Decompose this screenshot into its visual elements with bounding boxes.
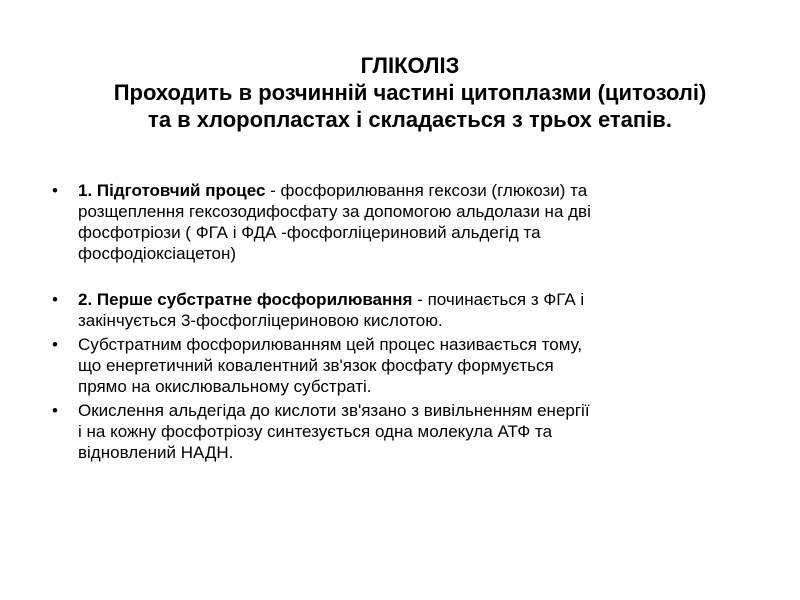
bullet-line: фосфотріози ( ФГА і ФДА -фосфогліцериновий альдегід та — [78, 223, 541, 242]
bullet-marker: • — [52, 181, 58, 200]
bullet-line: Окислення альдегіда до кислоти зв'язано з вивільненням енергії — [78, 401, 590, 420]
bullet-item-preparatory — [44, 180, 774, 264]
bullet-line: і на кожну фосфотріозу синтезується одна молекула АТФ та — [78, 422, 553, 441]
bullet-marker: • — [52, 401, 58, 420]
title-line-3: та в хлоропластах і складається з трьох етапів. — [148, 107, 672, 132]
bullet-item-explanation — [44, 334, 774, 397]
bullet-item-substrate-phosphorylation — [44, 289, 774, 331]
bullet-line: відновлений НАДН. — [78, 443, 234, 462]
title-line-2: Проходить в розчинній частині цитоплазми (цитозолі) — [113, 80, 707, 105]
slide-title — [40, 52, 780, 133]
bullet-item-oxidation — [44, 400, 774, 463]
bullet-marker: • — [52, 335, 58, 354]
bullet-marker: • — [52, 290, 58, 309]
title-line-1: ГЛІКОЛІЗ — [360, 53, 460, 78]
bullet-line: фосфодіоксіацетон) — [78, 244, 237, 263]
spacer — [44, 264, 774, 289]
bullet-line — [78, 289, 774, 310]
bullet-line: закінчується 3-фосфогліцериновою кислотою. — [78, 311, 443, 330]
bullet-line: розщеплення гексозодифосфату за допомогою альдолази на дві — [78, 202, 591, 221]
bullet-line: Субстратним фосфорилюванням цей процес називається тому, — [78, 335, 583, 354]
bullet-line: прямо на окислювальному субстраті. — [78, 377, 372, 396]
slide-body — [44, 180, 774, 463]
bullet-heading: 2. Перше субстратне фосфорилювання — [78, 290, 413, 309]
bullet-heading: 1. Підготовчий процес — [78, 181, 266, 200]
bullet-line: що енергетичний ковалентний зв'язок фосфату формується — [78, 356, 554, 375]
bullet-text: - фосфорилювання гексози (глюкози) та — [265, 181, 588, 200]
bullet-text: - починається з ФГА і — [412, 290, 585, 309]
bullet-line — [78, 180, 774, 201]
